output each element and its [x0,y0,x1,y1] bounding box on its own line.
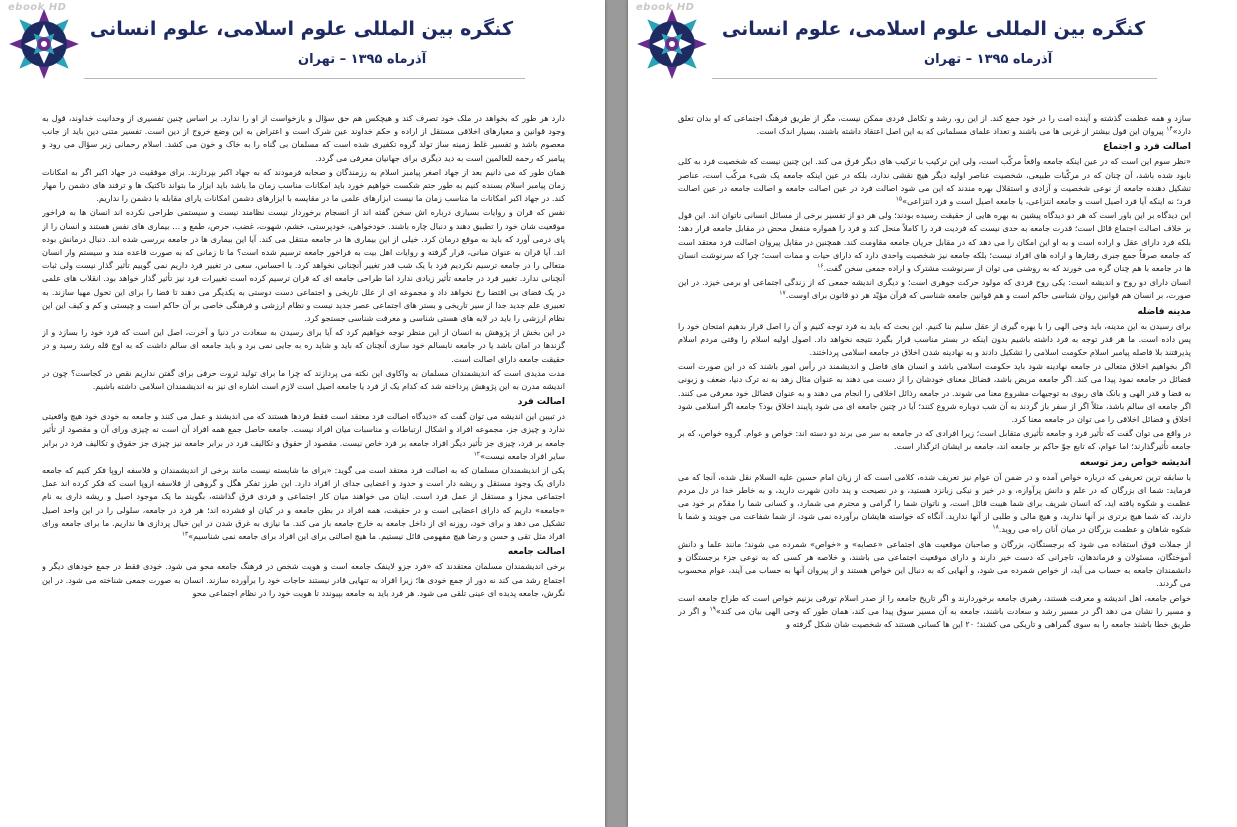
paragraph [678,592,1191,632]
paragraph [42,367,565,393]
paragraph [678,320,1191,360]
paragraph-text: اگر بخواهیم اخلاق متعالی در جامعه نهادینه شود باید حکومت اسلامی باشد و انسان های فاضل و اندیشمند در رأس امور باشند که در این صورت است فضائل در جامعه نمود پیدا می کند. اگر جامعه مریض باشد، فضائل معنای خودشان را از دست می دهند به عنوان مثال زهد به نه ترک دنیا، ضعف و زبونی به فضا و قدر الهی و بانک های ربوی به توجیهات مشروع معنا می شوند. در جامعه رذائل اخلاقی را انجام می دهند و به عنوان فضائل خود معرفی می کنند. اگر جامعه ای سالم باشد، مثلاً اگر از سفر باز گردند به آن شب دوباره شروع کنند؛ آیا در چنین جامعه ای می شود پایبند اخلاق بود؟ جامعه اگر اسلامی شود اخلاق و فضائل اخلاقی را می توان در جامعه معنا کرد. [678,361,1191,425]
paragraph-text: اصالت جامعه [507,547,565,558]
page-subtitle: آذرماه ۱۳۹۵ – تهران [298,52,427,67]
page-body-text [42,112,565,823]
paragraph-text: در این بخش از پژوهش به انسان از این منظر توجه خواهیم کرد که آیا برای رسیدن به سعادت در دنیا و آخرت، اصل این است که فرد خود را بسازد و از گزندها در امان باشد یا در جامعه نابسالم خود سازی آنچنان که باید و شاید ره به جایی نمی برد و باید جامعه ای سالم داشت که به اوج قله رشد رسید و در حقیقت جامعه دارای اصالت است. [42,327,565,364]
footnote-marker[interactable]: ۱۶ [817,262,824,270]
footnote-marker[interactable]: ۱۲ [473,450,481,458]
paragraph-text: مدت مدیدی است که اندیشمندان مسلمان به واکاوی این نکته می پردازند که چرا ما برای تولید ثروت حرفی برای گفتن نداریم نقص در کجاست؟ چون در اندیشه مدرن به این پژوهش پرداخته شد که کدام یک از فرد یا جامعه اصیل است لازم است اشاره ای نیز به اندیشمندان اسلامی داشته باشیم. [42,367,565,392]
paragraph-text: این دیدگاه بر این باور است که هر دو دیدگاه پیشین به بهره هایی از حقیقت رسیده بودند؛ ولی هر دو از تفسیر برخی از مسائل انسانی ناتوان اند. این قول بر خلاف اصالت اجتماع قائل است؛ قدرت جامعه به حدی نیست که فردیت فرد را کاملاً منحل کند و فرد را همواره منفعل محض در مقابل جامعه قرار دهد؛ بلکه فرد دارای عقل و اراده است و به او این امکان را می دهد که در مقابل جریان جامعه مقاومت کند. همچنین در مقابل پیروان اصالت فرد معتقد است که جامعه صرفاً جمع جبری رفتارها و اراده های افراد نیست؛ بلکه جامعه نیز شخصیت واحدی دارد که دارای حیات و ممات است؛ چرا که سرنوشت انسان ها در جامعه با هم چنان گره می خورند که به روشنی می توان از سرنوشت مشترک و اراده جمعی سخن گفت. [678,210,1191,274]
section-heading [678,456,1191,470]
footnote-marker[interactable]: ۱۷ [779,289,786,297]
paragraph-text: اصالت فرد [517,397,565,408]
page-header [0,0,605,95]
footnote-marker[interactable]: ۱۸ [992,523,999,531]
section-heading [42,545,565,559]
congress-logo-icon [634,6,710,82]
page-body-text [678,112,1191,823]
paragraph-text: نفس که قران و روایات بسیاری درباره اش سخن گفته اند از انسجام برخوردار نیست نظامند نیست و سیستمی طراحی نکرده اند انسان ها به فراخور موقعیت شان خود را تطبیق دهند و دنبال چاره باشند. خودخواهی، خودپرستی، خشم، شهوت، غضب، حرص، طمع و … بیماری های نفس هستند و انسان را از پای درمی آورد که باید به موقع درمان کرد. خیلی از این بیماری ها در جامعه منتقل می کند. آیا این بیماری ها در جامعه بررسی شده اند. دنبال درمانش بوده اند. آیا قران به عنوان مبانی، قرار گرفته و روایات اهل بیت به فراخور جامعه ترسیم شده است؟ ما تا زمانی که به صورت قاعده مند و سیستم وار انسان متعالی را در جامعه ترسیم نکردیم فرد با یک شب قدر تغییر آنچنانی نخواهد کرد. با احساس، سعی در تغییر فرد داریم نمی گوییم تأثیر گذار نیست ولی ثبات آنچنانی ندارد. تغییر فرد در جامعه تأثیر زیادی ندارد اما طراحی جامعه ای که قران ترسیم کرده است تغییرات فرد نیز تأثیر گذار خواهد بود. انقلاب های علمی در یک فضای بی اقتضا رخ نخواهد داد و مجموعه ای از علل تاریخی و اجتماعی دست دوستی به یکدیگر می دهند تا فضا را برای این تحول مهیا سازند. به تعبیری علم جدید جدا از سیر تاریخی و بستر های اجتماعی عصر جدید نیست و نظام ارزشی و فرهنگی خاصی بر آن حاکم است و چیستی و کم و کیف این این نظام ارزشی را باید در لایه های هستی شناسی و معرفت شناسی جستجو کرد. [42,207,565,324]
paragraph [678,276,1191,302]
footnote-marker[interactable]: ۱۳ [181,530,189,538]
congress-logo-icon [6,6,82,82]
footnote-marker[interactable]: ۱۵ [895,195,903,203]
paragraph [42,464,565,543]
paragraph [678,155,1191,208]
page-title: کنگره بین المللی علوم اسلامی، علوم انسانی [721,18,1145,40]
paragraph-text: مدینه فاضله [1137,306,1191,317]
paragraph-text: با سابقه ترین تعریفی که درباره خواص آمده و در ضمن آن عوام نیز تعریف شده، کلامی است که از زبان امام حسین علیه السلام نقل شده، آنجا که می فرماید: شما ای بزرگان که در علم و دانش پرآوازه، و در خیر و نیکی زبانزد هستید، و در نصیحت و پند دادن شهرت دارید، و به خاطر خدا در دل مردم عظمت و شکوه یافته اید، که انسان شریف برای شما هیبت قائل است، و ناتوان شما را گرامی و محترم می شمارد، و کسانی شما را مقدّم بر خود می دارند، که شما هیچ برتری بر آنها ندارید، و هیچ مالی و طلبی از آنها ندارید. آنگاه که خواسته هایشان برآورده نمی شود، از شما شفاعت می جویند و شما با شکوه شاهان و عظمت بزرگان در میان آنان راه می روید. [678,471,1191,535]
header-divider [712,78,1157,79]
paragraph [42,560,565,600]
paragraph-text: در تبیین این اندیشه می توان گفت که «دیدگاه اصالت فرد معتقد است فقط فردها هستند که می اندیشند و عمل می کنند و جامعه به خودی خود هیچ واقعیتی ندارد و چیزی جز، مجموعه افراد و اشکال ارتباطات و مناسبات میان افراد نیست. جامعه حاصل جمع همه افراد آن است نه چیزی ورای آن و مقصود از تأثیر جامعه بر فرد، چیزی جز تأثیر دیگر افراد جامعه بر فرد خاص نیست. مقصود از حقوق و تکالیف فرد در برابر جامعه نیز چیزی جز حقوق و تکالیف فرد در برابر سایر افراد جامعه نیست» [42,411,565,461]
section-heading [678,140,1191,154]
paragraph-text: «نظر سوم این است که در عین اینکه جامعه واقعاً مرکّب است، ولی این ترکیب با ترکیب های دیگر فرق می کند. این چنین نیست که شخصیت فرد به کلی نابود شده باشد، آن چنان که در مرکّبات طبیعی، شخصیت عناصر اولیه دیگر هیچ نقشی ندارد، بلکه در عین اینکه جامعه یک شیء مرکّب است، عناصر تشکیل دهنده جامعه از نوعی شخصیت و آزادی و استقلال بهره مندند که این می شود اصالت فرد در عین اصالت جامعه و اصالت جامعه در عین اصالت فرد؛ نه اینکه آیا فرد اصیل است و جامعه انتزاعی، یا جامعه اصیل است و فرد انتزاعی» [678,156,1191,207]
paragraph-text: در واقع می توان گفت که تأثیر فرد و جامعه تأثیری متقابل است؛ زیرا افرادی که در جامعه به سر می برند دو دسته اند: خواص و عوام. گروه خواص، که بر جامعه تأثیرگذارند؛ اما عوام، که تابع جوّ حاکم بر جامعه اند، جامعه بر ایشان اثرگذار است. [678,428,1191,452]
paragraph [42,112,565,165]
paragraph [42,410,565,463]
paragraph-text: اصالت فرد و اجتماع [1103,142,1191,153]
paragraph [42,326,565,366]
paragraph [678,427,1191,453]
paragraph-text: اندیشه خواص رمز توسعه [1079,457,1191,468]
paragraph-text-continued: و اگر در طریق خطا باشند جامعه را به سوی گمراهی و تاریکی می کشند؛ ۲۰ این ها کسانی هستند که شخصیت شان شکل گرفته و [678,605,1191,629]
paragraph-text: خواص جامعه، اهل اندیشه و معرفت هستند، رهبری جامعه برخوردارند و اگر تاریخ جامعه را از صدر اسلام تورقی بزنیم خواص است که طراح جامعه است و مسیر را نشان می دهد اگر در مسیر رشد و سعادت باشند، جامعه به آن مسیر سوق پیدا می کند، همان طور که وحی الهی بیان می کند» [678,592,1191,616]
paragraph-text: دارد هر طور که بخواهد در ملک خود تصرف کند و هیچکس هم حق سؤال و بازخواست از او را ندارد. بر اساس چنین تفسیری از وحدانیت خداوند، قول به وجود قوانین و معیارهای اخلاقی مستقل از اراده و حکم خداوند عین شرک است و اعتراض به این وضع خروج از دین است. تفسیر متنی دین باید از جانب معصوم باشد و تفسیر غلط زمینه ساز تولد گروه تکفیری شده است که مسلمان بی گناه را به خاک و خون می کشد. اسلام رحمانی زیر سؤال می رود و پیامبر که رحمه للعالمین است به دید دیگری برای جهانیان معرفی می گردد. [42,113,565,163]
paragraph-text: انسان دارای دو روح و اندیشه است: یکی روح فردی که مولود حرکت جوهری است؛ و دیگری اندیشه جمعی که از زندگی اجتماعی او برمی خیزد. در این صورت، بر انسان هم قوانین روان شناسی حاکم است و هم قوانین جامعه شناسی که قرآن مؤیّد هر دو قانون برای اوست. [678,277,1191,301]
paragraph-text: همان طور که می دانیم بعد از جهاد اصغر پیامبر اسلام به رزمندگان و صحابه فرمودند که به جهاد اکبر بپردازند. برای موفقیت در جهاد اکبر اگر به امکانات زمان پیامبر اسلام بسنده کنیم به طور حتم شکست خواهیم خورد باید امکانات مناسب زمان ما باشد باید ابزار ما بتواند تاکتیک ها و ترفند های دشمن را مهار کند. در جهاد اکبر امکانات ما مناسب زمان ما نیست ابزارهای علمی ما در مقایسه با ابزارهای دشمن امکانات یارای مقابله با دشمن را نداریم. [42,166,565,204]
header-divider [84,78,525,79]
page-subtitle: آذرماه ۱۳۹۵ – تهران [924,52,1053,67]
footnote-marker[interactable]: ۱۴ [1166,125,1173,133]
document-page-left [0,0,605,827]
paragraph [42,166,565,206]
page-title: کنگره بین المللی علوم اسلامی، علوم انسانی [89,18,513,40]
paragraph [42,206,565,325]
paragraph-text: از جملات فوق استفاده می شود که برجستگان، بزرگان و صاحبان موقعیت های اجتماعی «عصابه» و «خواص» شمرده می شوند؛ مانند علما و دانش آموختگان، مسئولان و فرماندهان، تاجرانی که دست خیر دارند و دارای موقعیت اجتماعی می باشند، و خلاصه هر کسی که به نوعی جزء برجستگان و دانشمندان جامعه به حساب می آید، از خواص شمرده می شود، و آنهایی که به دنبال این خواص هستند و از پیروان آنها به حساب می آیند، عوام محسوب می گردند. [678,538,1191,589]
paragraph-text: برخی اندیشمندان مسلمان معتقدند که «فرد جزو لاینفک جامعه است و هویت شخص در فرهنگ جامعه محو می شود. خودی فقط در جمع خودهای دیگر و اجتماع رشد می کند نه دور از جمع خودی ها؛ زیرا افراد به تنهایی قادر نیستند حاجات خود را برآورده سازند. انسان به صورت جمعی شناخته می شود. در این نگرش، جامعه پدیده ای عینی تلقی می شود. هر فرد باید به جامعه بپیوندد تا هویت خود را در نظام اجتماعی محو [42,561,565,598]
section-heading [678,305,1191,319]
paragraph-text: برای رسیدن به این مدینه، باید وحی الهی را با بهره گیری از عقل سلیم بنا کنیم. این بحث که باید به فرد توجه کنیم و آن را اصل قرار بدهیم امتحان خود را پس داده است. ما هر قدر توجه به فرد داشته باشیم بدون اینکه در بستر مناسب قرار بگیرد نتیجه نخواهد داد. اصول اولیه اسلام را وقتی مردم اسلام پذیرفتند بلا فاصله پیامبر اسلام حکومت اسلامی را تشکیل دادند و به نهادینه شدن اخلاق در جامعه اسلامی پرداختند. [678,320,1191,358]
paragraph [678,112,1191,138]
paragraph-text: سازد و همه عظمت گذشته و آینده امت را در خود جمع کند. از این رو، رشد و تکامل فردی ممکن نیست، مگر از طریق فرهنگ اجتماعی که او بدان تعلق دارد» [678,113,1191,137]
page-header [628,0,1237,95]
paragraph [678,538,1191,591]
watermark: ebook HD [636,2,695,13]
paragraph-text: یکی از اندیشمندان مسلمان که به اصالت فرد معتقد است می گوید: «برای ما شایسته نیست مانند برخی از اندیشمندان و فلاسفه اروپا فکر کنیم که جامعه دارای یک وجود مستقل و ریشه دار است و حدود و اعضایی جدای از افراد دارد. این طرز تفکر هگل و گروهی از فلاسفه اروپا است که فکر کرده اند عمل اجتماعی مجزا و مستقل از عمل فرد است. اینان می خواهند میان کار اجتماعی و فردی فرق گذاشته، بگویند ما یک موجود اصیل و ریشه داری به نام «جامعه» داریم که دارای اعضایی است و در حقیقت، همه افراد در بطن جامعه و در کیان او فشرده اند؛ هر فرد در جامعه، سلولی را در این واحد اصیل تشکیل می دهد و برای خود، روزنه ای از داخل جامعه به خارج جامعه باز می کند. ما نیازی به غرق شدن در این خیال پردازی ها نداریم. ما برای جامعه ورای افراد مثل تقی و حسن و رضا هیچ مفهومی قائل نیستیم. ما هیچ اصالتی برای این افراد برای جامعه نمی شناسیم» [42,465,565,542]
watermark: ebook HD [8,2,67,13]
footnote-marker[interactable]: ۱۹ [709,605,716,613]
paragraph-text-continued: پیروان این قول بیشتر از غربی ها می باشند و تعداد علمای مسلمانی که به این اصل اعتقاد داشته باشند، بسیار اندک است. [756,126,1167,137]
paragraph [678,471,1191,537]
paragraph [678,209,1191,275]
document-page-right [628,0,1237,827]
paragraph [678,360,1191,426]
section-heading [42,395,565,409]
